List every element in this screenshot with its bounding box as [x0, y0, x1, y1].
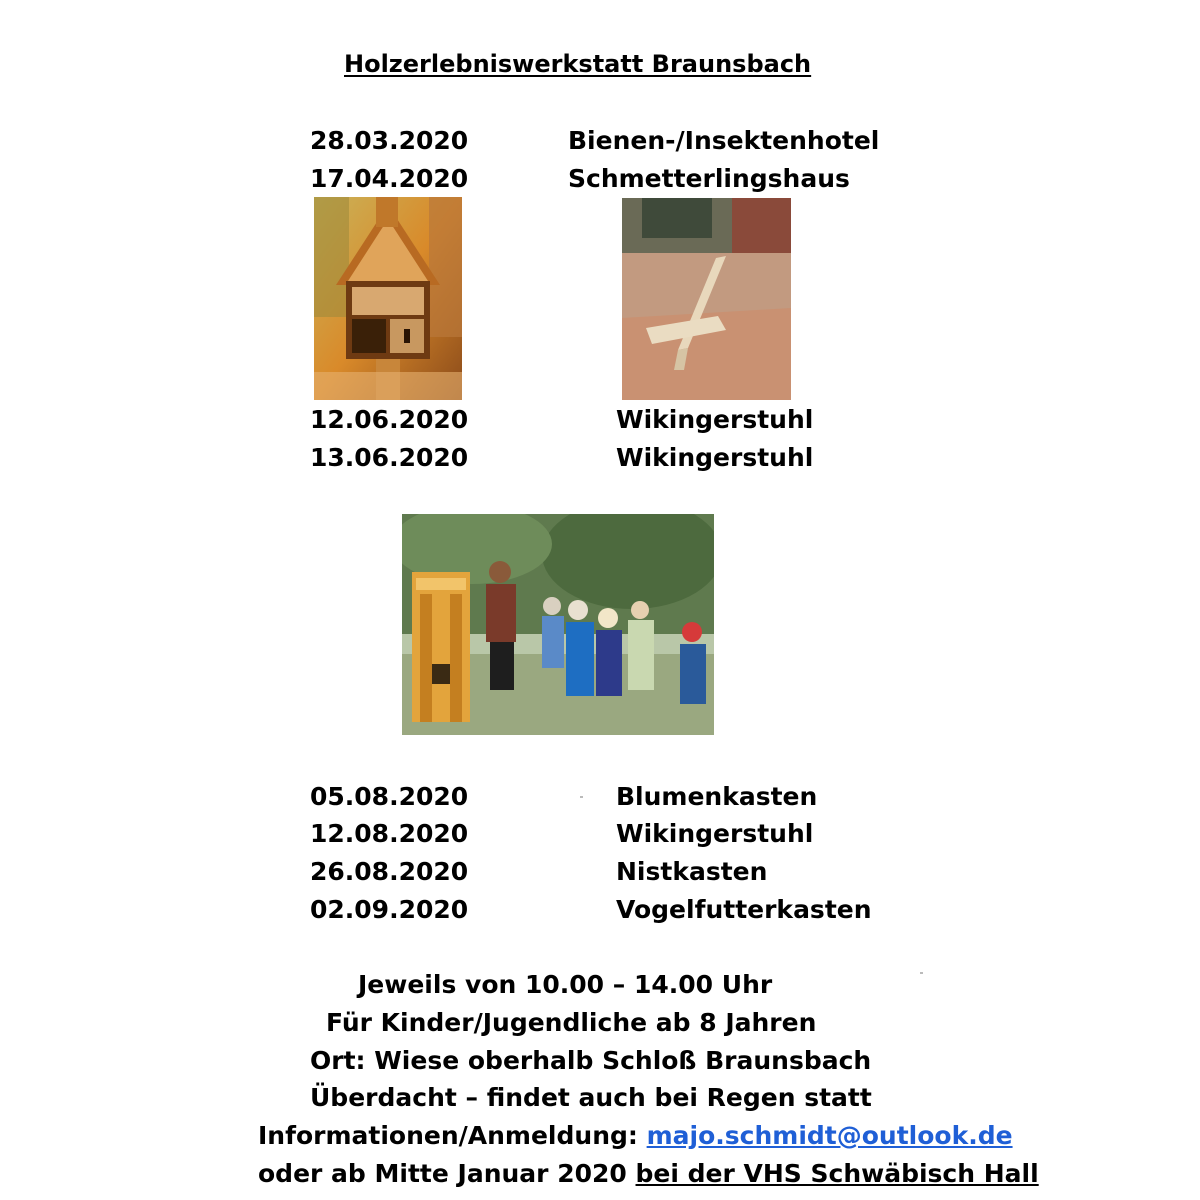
- vhs-link[interactable]: bei der VHS Schwäbisch Hall: [635, 1159, 1039, 1188]
- item-3: Wikingerstuhl: [616, 405, 814, 434]
- date-2: 17.04.2020: [310, 164, 469, 193]
- contact-email-link[interactable]: majo.schmidt@outlook.de: [646, 1121, 1013, 1150]
- date-1: 28.03.2020: [310, 126, 469, 155]
- viking-chair-photo: [622, 198, 791, 400]
- registration-line: [258, 1161, 1039, 1186]
- item-6: Wikingerstuhl: [616, 819, 814, 848]
- item-5: Blumenkasten: [616, 782, 818, 811]
- item-7: Nistkasten: [616, 857, 768, 886]
- date-5: 05.08.2020: [310, 782, 469, 811]
- time-info: Jeweils von 10.00 – 14.00 Uhr: [358, 970, 773, 999]
- date-4: 13.06.2020: [310, 443, 469, 472]
- date-3: 12.06.2020: [310, 405, 469, 434]
- scan-speck: [920, 972, 923, 974]
- item-2: Schmetterlingshaus: [568, 164, 850, 193]
- item-1: Bienen-/Insektenhotel: [568, 126, 880, 155]
- audience-info: Für Kinder/Jugendliche ab 8 Jahren: [326, 1008, 817, 1037]
- date-6: 12.08.2020: [310, 819, 469, 848]
- insect-hotel-photo: [314, 197, 462, 400]
- location-info: Ort: Wiese oberhalb Schloß Braunsbach: [310, 1046, 872, 1075]
- date-8: 02.09.2020: [310, 895, 469, 924]
- registration-prefix: oder ab Mitte Januar 2020: [258, 1159, 627, 1188]
- workshop-group-photo: [402, 514, 714, 735]
- item-4: Wikingerstuhl: [616, 443, 814, 472]
- scan-speck: [580, 796, 583, 798]
- contact-line: [258, 1123, 1013, 1148]
- weather-info: Überdacht – findet auch bei Regen statt: [310, 1083, 872, 1112]
- item-8: Vogelfutterkasten: [616, 895, 872, 924]
- page-title: Holzerlebniswerkstatt Braunsbach: [344, 50, 812, 78]
- date-7: 26.08.2020: [310, 857, 469, 886]
- contact-label: Informationen/Anmeldung:: [258, 1121, 638, 1150]
